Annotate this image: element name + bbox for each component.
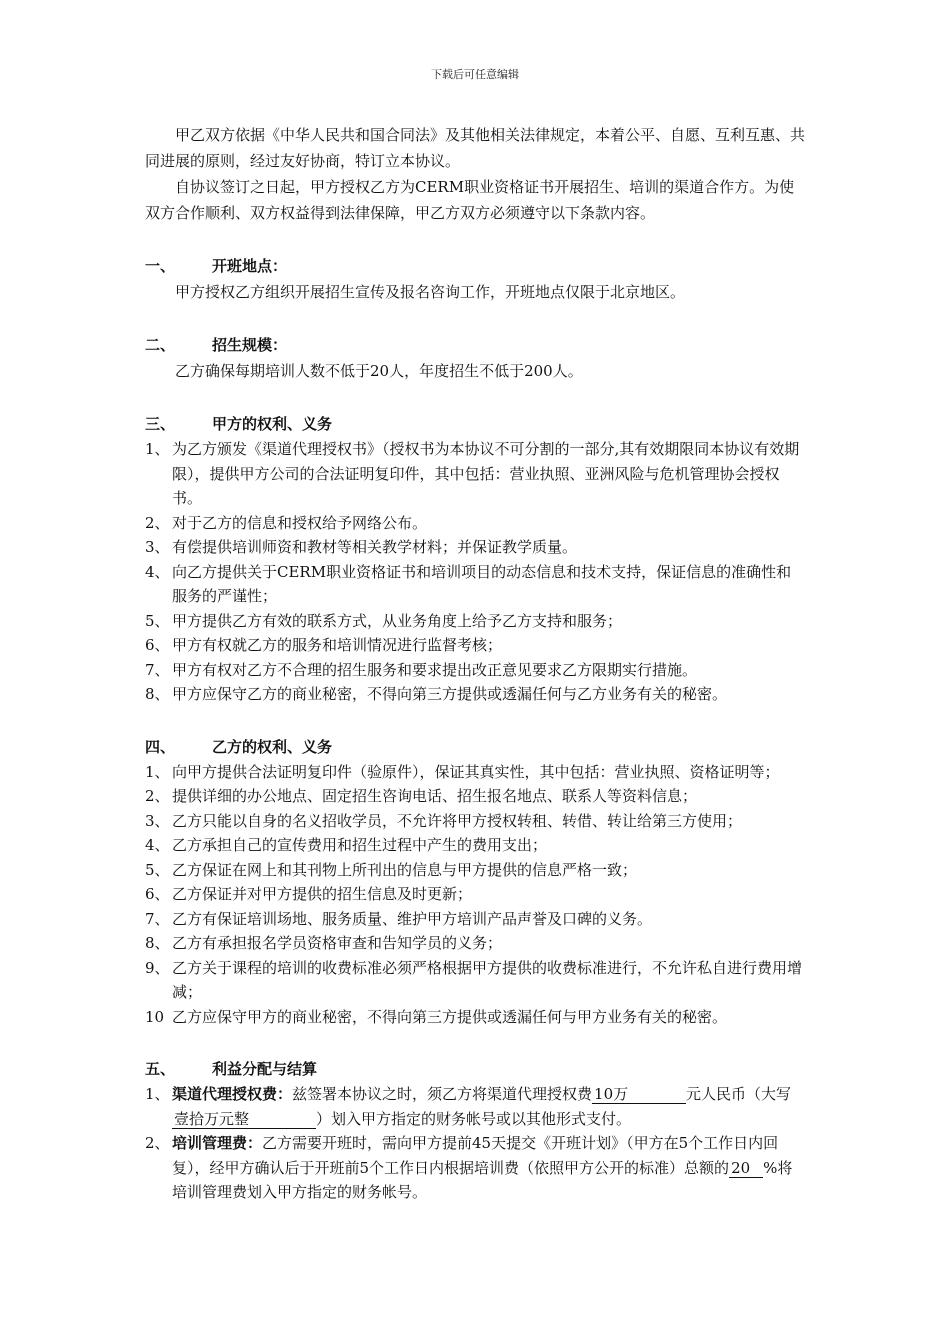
item-text: 为乙方颁发《渠道代理授权书》（授权书为本协议不可分割的一部分,其有效期限同本协议有效期限），提供甲方公司的合法证明复印件，其中包括：营业执照、亚洲风险与危机管理协会授权书。 bbox=[172, 440, 800, 507]
item-text: 甲方有权对乙方不合理的招生服务和要求提出改正意见要求乙方限期实行措施。 bbox=[172, 660, 698, 679]
list-item bbox=[145, 956, 805, 1005]
list-item bbox=[145, 784, 805, 809]
item-number: 2、 bbox=[145, 1134, 170, 1152]
list-item bbox=[145, 858, 805, 883]
list-item bbox=[145, 535, 805, 560]
intro-paragraph-2: 自协议签订之日起，甲方授权乙方为CERM职业资格证书开展招生、培训的渠道合作方。为使双方合作顺利、双方权益得到法律保障，甲乙方双方必须遵守以下条款内容。 bbox=[145, 178, 795, 222]
section-3-heading bbox=[145, 411, 805, 437]
item-number: 7、 bbox=[145, 660, 170, 679]
item-number: 4、 bbox=[145, 836, 170, 854]
intro-paragraph-1: 甲乙双方依据《中华人民共和国合同法》及其他相关法律规定，本着公平、自愿、互利互惠、共同进展的原则，经过友好协商，特订立本协议。 bbox=[145, 126, 806, 170]
list-item bbox=[145, 609, 805, 634]
item-text: 兹签署本协议之时，须乙方将渠道代理授权费 bbox=[292, 1085, 593, 1103]
item-label: 培训管理费： bbox=[172, 1134, 263, 1152]
item-text: 乙方有保证培训场地、服务质量、维护甲方培训产品声誉及口碑的义务。 bbox=[172, 909, 653, 928]
list-item bbox=[145, 833, 805, 858]
item-text: 向甲方提供合法证明复印件（验原件），保证其真实性，其中包括：营业执照、资格证明等； bbox=[172, 762, 780, 781]
section-number: 一、 bbox=[145, 257, 176, 275]
item-text: 乙方有承担报名学员资格审查和告知学员的义务； bbox=[172, 934, 503, 952]
list-item bbox=[145, 633, 805, 658]
item-number: 8、 bbox=[145, 934, 170, 952]
item-text: 乙方保证在网上和其刊物上所刊出的信息与甲方提供的信息严格一致； bbox=[172, 860, 638, 879]
item-text: 甲方提供乙方有效的联系方式，从业务角度上给予乙方支持和服务； bbox=[172, 611, 623, 630]
item-text: 乙方保证并对甲方提供的招生信息及时更新； bbox=[172, 885, 473, 903]
item-number: 1、 bbox=[145, 762, 170, 781]
item-text: 乙方关于课程的培训的收费标准必须严格根据甲方提供的收费标准进行，不允许私自进行费用增减； bbox=[172, 958, 803, 1001]
list-item bbox=[145, 882, 805, 907]
item-text: 有偿提供培训师资和教材等相关教学材料；并保证教学质量。 bbox=[172, 538, 578, 556]
list-item bbox=[145, 511, 805, 536]
list-item bbox=[145, 809, 805, 834]
item-number: 5、 bbox=[145, 860, 170, 879]
item-text: 提供详细的办公地点、固定招生咨询电话、招生报名地点、联系人等资料信息； bbox=[172, 787, 698, 805]
list-item bbox=[145, 760, 805, 785]
item-text: 元人民币（大写 bbox=[686, 1085, 792, 1103]
item-number: 4、 bbox=[145, 562, 170, 581]
section-1-text: 甲方授权乙方组织开展招生宣传及报名咨询工作，开班地点仅限于北京地区。 bbox=[175, 283, 686, 301]
item-number: 3、 bbox=[145, 538, 170, 556]
section-title: 乙方的权利、义务 bbox=[212, 737, 333, 756]
section-4-heading bbox=[145, 734, 805, 760]
item-text: 甲方有权就乙方的服务和培训情况进行监督考核； bbox=[172, 636, 503, 654]
section-1-heading bbox=[145, 253, 805, 279]
section-4-list bbox=[145, 760, 805, 1030]
item-label: 渠道代理授权费： bbox=[172, 1085, 293, 1103]
section-2-text: 乙方确保每期培训人数不低于20人，年度招生不低于200人。 bbox=[175, 362, 583, 380]
list-item bbox=[145, 437, 805, 511]
list-item bbox=[145, 1131, 805, 1205]
list-item bbox=[145, 658, 805, 683]
section-number: 四、 bbox=[145, 737, 176, 756]
page-header: 下载后可任意编辑 bbox=[431, 68, 519, 81]
management-fee-percent-field: 20 bbox=[729, 1159, 763, 1178]
item-number: 3、 bbox=[145, 811, 170, 830]
item-text: 对于乙方的信息和授权给予网络公布。 bbox=[172, 513, 428, 532]
item-text: 甲方应保守乙方的商业秘密，不得向第三方提供或透漏任何与乙方业务有关的秘密。 bbox=[172, 685, 728, 703]
section-3-list bbox=[145, 437, 805, 707]
item-text: 向乙方提供关于CERM职业资格证书和培训项目的动态信息和技术支持，保证信息的准确性和服务的严谨性； bbox=[172, 562, 792, 605]
item-number: 9、 bbox=[145, 958, 170, 977]
section-title: 招生规模： bbox=[212, 336, 288, 354]
item-number: 1、 bbox=[145, 440, 170, 458]
list-item bbox=[145, 907, 805, 932]
section-title: 利益分配与结算 bbox=[212, 1060, 318, 1078]
item-text: 乙方只能以自身的名义招收学员，不允许将甲方授权转租、转借、转让给第三方使用； bbox=[172, 811, 743, 830]
list-item bbox=[145, 1082, 805, 1131]
authorization-fee-field: 10万 bbox=[592, 1085, 686, 1104]
item-number: 6、 bbox=[145, 885, 170, 903]
item-number: 6、 bbox=[145, 636, 170, 654]
agreement-body bbox=[145, 122, 805, 1205]
section-title: 甲方的权利、义务 bbox=[212, 415, 333, 433]
section-number: 五、 bbox=[145, 1060, 176, 1078]
item-number: 10 bbox=[145, 1007, 165, 1026]
list-item bbox=[145, 682, 805, 707]
list-item bbox=[145, 1005, 805, 1030]
item-number: 5、 bbox=[145, 611, 170, 630]
section-title: 开班地点： bbox=[212, 257, 288, 275]
item-text: %将培训管理费划入甲方指定的财务帐号。 bbox=[172, 1158, 793, 1201]
list-item bbox=[145, 560, 805, 609]
section-number: 二、 bbox=[145, 336, 176, 354]
section-2-heading bbox=[145, 332, 805, 358]
item-number: 7、 bbox=[145, 909, 170, 928]
item-text: 乙方需要开班时，需向甲方提前45天提交《开班计划》（甲方在5个工作日内回复），经甲方确认后于开班前5个工作日内根据培训费（依照甲方公开的标准）总额的 bbox=[172, 1134, 779, 1177]
item-text: 乙方应保守甲方的商业秘密，不得向第三方提供或透漏任何与甲方业务有关的秘密。 bbox=[172, 1007, 728, 1026]
item-number: 2、 bbox=[145, 513, 170, 532]
section-5-list bbox=[145, 1082, 805, 1205]
item-number: 2、 bbox=[145, 787, 170, 805]
item-number: 8、 bbox=[145, 685, 170, 703]
section-number: 三、 bbox=[145, 415, 176, 433]
section-5-heading bbox=[145, 1056, 805, 1082]
item-text: 乙方承担自己的宣传费用和招生过程中产生的费用支出； bbox=[172, 836, 548, 854]
item-text: ）划入甲方指定的财务帐号或以其他形式支付。 bbox=[316, 1109, 632, 1128]
list-item bbox=[145, 931, 805, 956]
item-number: 1、 bbox=[145, 1085, 170, 1103]
authorization-fee-words-field: 壹拾万元整 bbox=[172, 1110, 316, 1129]
